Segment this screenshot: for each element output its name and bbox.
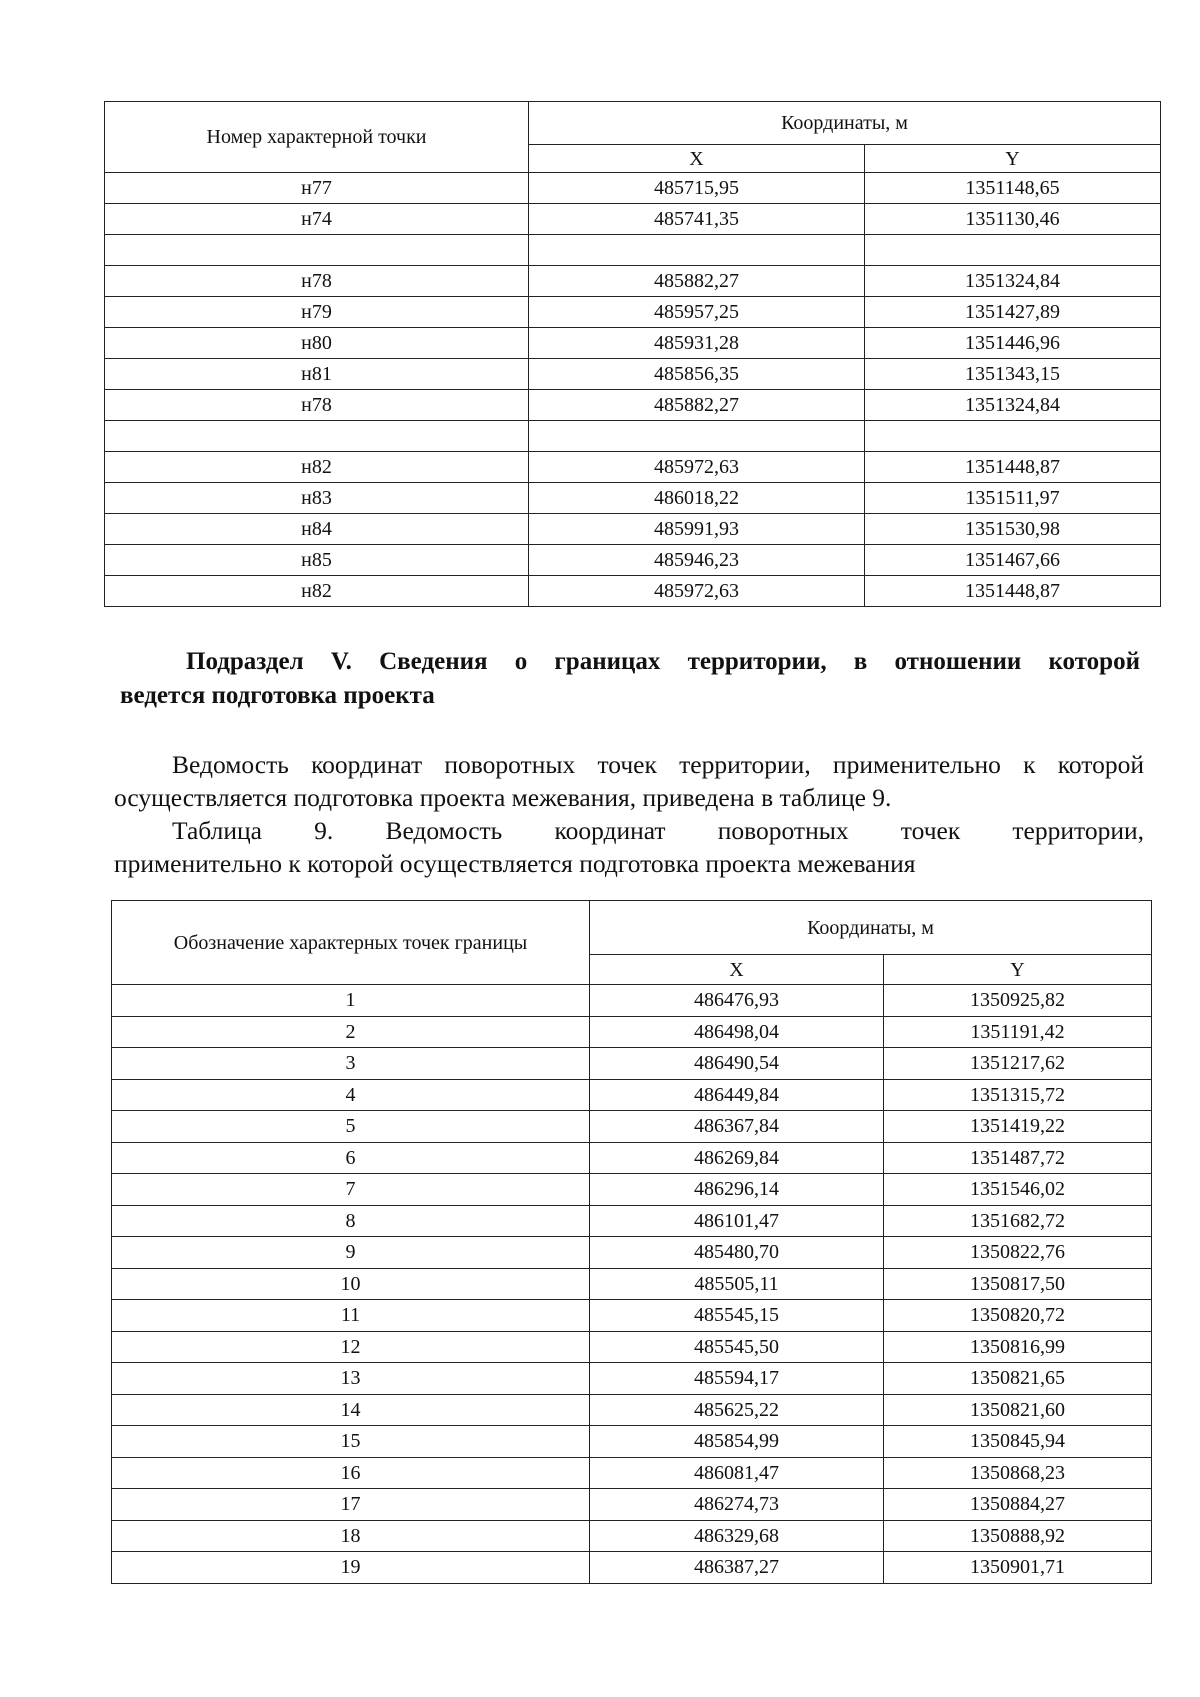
y-cell: 1351343,15 <box>865 359 1161 390</box>
x-cell: 486018,22 <box>529 483 865 514</box>
x-cell: 486367,84 <box>590 1111 884 1143</box>
x-cell: 486476,93 <box>590 985 884 1017</box>
table-row <box>112 1426 1152 1458</box>
y-cell: 1350888,92 <box>884 1520 1152 1552</box>
table-row <box>112 1237 1152 1269</box>
table-row <box>112 1331 1152 1363</box>
x-cell: 486081,47 <box>590 1457 884 1489</box>
y-cell: 1350821,60 <box>884 1394 1152 1426</box>
header-boundary-points: Обозначение характерных точек границы <box>112 901 590 985</box>
point-cell: 18 <box>112 1520 590 1552</box>
x-cell: 485972,63 <box>529 452 865 483</box>
section-heading-line2: ведется подготовка проекта <box>120 682 435 709</box>
table-row <box>112 1457 1152 1489</box>
caption-line: Таблица 9. Ведомость координат поворотных точек территории, <box>172 816 1144 845</box>
header-coordinates: Координаты, м <box>590 901 1152 955</box>
y-cell: 1351530,98 <box>865 514 1161 545</box>
point-cell: н83 <box>105 483 529 514</box>
point-cell: 5 <box>112 1111 590 1143</box>
y-cell: 1350816,99 <box>884 1331 1152 1363</box>
table-row <box>112 1111 1152 1143</box>
x-cell <box>529 421 865 452</box>
y-cell: 1350822,76 <box>884 1237 1152 1269</box>
x-cell: 486296,14 <box>590 1174 884 1206</box>
table-row <box>112 1048 1152 1080</box>
table-row <box>112 1300 1152 1332</box>
point-cell: н85 <box>105 545 529 576</box>
table-row <box>105 359 1161 390</box>
x-cell: 485715,95 <box>529 173 865 204</box>
table-row <box>105 235 1161 266</box>
x-cell: 485957,25 <box>529 297 865 328</box>
x-cell: 486449,84 <box>590 1079 884 1111</box>
x-cell: 485882,27 <box>529 390 865 421</box>
table-row <box>105 390 1161 421</box>
y-cell: 1351130,46 <box>865 204 1161 235</box>
x-cell: 486498,04 <box>590 1016 884 1048</box>
table-row <box>105 545 1161 576</box>
table-row <box>112 985 1152 1017</box>
point-cell <box>105 235 529 266</box>
point-cell: н80 <box>105 328 529 359</box>
point-cell: 11 <box>112 1300 590 1332</box>
y-cell: 1351324,84 <box>865 266 1161 297</box>
header-coordinates: Координаты, м <box>529 102 1161 145</box>
y-cell: 1350845,94 <box>884 1426 1152 1458</box>
coordinates-table-9 <box>111 900 1152 1584</box>
point-cell: н82 <box>105 576 529 607</box>
x-cell: 485972,63 <box>529 576 865 607</box>
paragraph-line: осуществляется подготовка проекта межевания, приведена в таблице 9. <box>114 783 892 812</box>
table-caption <box>114 814 1144 880</box>
y-cell: 1351448,87 <box>865 576 1161 607</box>
table-row <box>112 1142 1152 1174</box>
x-cell <box>529 235 865 266</box>
table-row <box>112 1174 1152 1206</box>
point-cell: н77 <box>105 173 529 204</box>
table-row <box>105 421 1161 452</box>
paragraph-statement <box>114 748 1144 814</box>
point-cell: 19 <box>112 1552 590 1584</box>
y-cell: 1350925,82 <box>884 985 1152 1017</box>
y-cell: 1351191,42 <box>884 1016 1152 1048</box>
table-row <box>112 1016 1152 1048</box>
x-cell: 485741,35 <box>529 204 865 235</box>
y-cell: 1351448,87 <box>865 452 1161 483</box>
x-cell: 485545,15 <box>590 1300 884 1332</box>
point-cell: н81 <box>105 359 529 390</box>
y-cell: 1351315,72 <box>884 1079 1152 1111</box>
point-cell: 9 <box>112 1237 590 1269</box>
table-row <box>112 1363 1152 1395</box>
x-cell: 486101,47 <box>590 1205 884 1237</box>
y-cell: 1351427,89 <box>865 297 1161 328</box>
table-row <box>105 483 1161 514</box>
x-cell: 485545,50 <box>590 1331 884 1363</box>
y-cell: 1350821,65 <box>884 1363 1152 1395</box>
section-heading-line1: Подраздел V. Сведения о границах территории, в отношении которой <box>186 648 1140 675</box>
point-cell: 13 <box>112 1363 590 1395</box>
y-cell <box>865 421 1161 452</box>
y-cell <box>865 235 1161 266</box>
x-cell: 485625,22 <box>590 1394 884 1426</box>
point-cell: н78 <box>105 390 529 421</box>
point-cell: 8 <box>112 1205 590 1237</box>
point-cell: н78 <box>105 266 529 297</box>
point-cell <box>105 421 529 452</box>
header-y: Y <box>884 955 1152 985</box>
table-row <box>112 1489 1152 1521</box>
point-cell: 14 <box>112 1394 590 1426</box>
point-cell: 1 <box>112 985 590 1017</box>
header-point-number: Номер характерной точки <box>105 102 529 173</box>
y-cell: 1350820,72 <box>884 1300 1152 1332</box>
y-cell: 1351446,96 <box>865 328 1161 359</box>
y-cell: 1351682,72 <box>884 1205 1152 1237</box>
coordinates-table-continued <box>104 101 1161 607</box>
point-cell: 17 <box>112 1489 590 1521</box>
y-cell: 1351419,22 <box>884 1111 1152 1143</box>
x-cell: 486274,73 <box>590 1489 884 1521</box>
x-cell: 486490,54 <box>590 1048 884 1080</box>
table-row <box>105 173 1161 204</box>
table-row <box>112 1205 1152 1237</box>
x-cell: 485931,28 <box>529 328 865 359</box>
header-x: X <box>590 955 884 985</box>
header-x: X <box>529 145 865 173</box>
x-cell: 485854,99 <box>590 1426 884 1458</box>
y-cell: 1350868,23 <box>884 1457 1152 1489</box>
point-cell: 7 <box>112 1174 590 1206</box>
point-cell: 6 <box>112 1142 590 1174</box>
table-row <box>112 1394 1152 1426</box>
table-row <box>112 1268 1152 1300</box>
point-cell: н84 <box>105 514 529 545</box>
point-cell: 2 <box>112 1016 590 1048</box>
x-cell: 486387,27 <box>590 1552 884 1584</box>
x-cell: 485505,11 <box>590 1268 884 1300</box>
table-row <box>105 266 1161 297</box>
y-cell: 1351217,62 <box>884 1048 1152 1080</box>
section-heading <box>120 645 1140 713</box>
table-row <box>112 1552 1152 1584</box>
x-cell: 485594,17 <box>590 1363 884 1395</box>
table-row <box>105 514 1161 545</box>
point-cell: н74 <box>105 204 529 235</box>
y-cell: 1351487,72 <box>884 1142 1152 1174</box>
x-cell: 486329,68 <box>590 1520 884 1552</box>
x-cell: 485946,23 <box>529 545 865 576</box>
point-cell: 3 <box>112 1048 590 1080</box>
point-cell: н79 <box>105 297 529 328</box>
point-cell: 15 <box>112 1426 590 1458</box>
table-row <box>112 1520 1152 1552</box>
y-cell: 1350901,71 <box>884 1552 1152 1584</box>
point-cell: 10 <box>112 1268 590 1300</box>
point-cell: н82 <box>105 452 529 483</box>
header-y: Y <box>865 145 1161 173</box>
point-cell: 16 <box>112 1457 590 1489</box>
caption-line: применительно к которой осуществляется подготовка проекта межевания <box>114 849 916 878</box>
table-row <box>105 576 1161 607</box>
x-cell: 485480,70 <box>590 1237 884 1269</box>
point-cell: 12 <box>112 1331 590 1363</box>
y-cell: 1351148,65 <box>865 173 1161 204</box>
y-cell: 1351511,97 <box>865 483 1161 514</box>
y-cell: 1351324,84 <box>865 390 1161 421</box>
point-cell: 4 <box>112 1079 590 1111</box>
table-row <box>105 328 1161 359</box>
y-cell: 1350817,50 <box>884 1268 1152 1300</box>
y-cell: 1350884,27 <box>884 1489 1152 1521</box>
y-cell: 1351467,66 <box>865 545 1161 576</box>
x-cell: 485991,93 <box>529 514 865 545</box>
table-row <box>105 204 1161 235</box>
table-row <box>105 297 1161 328</box>
table-row <box>105 452 1161 483</box>
table-row <box>112 1079 1152 1111</box>
x-cell: 485856,35 <box>529 359 865 390</box>
paragraph-line: Ведомость координат поворотных точек территории, применительно к которой <box>172 750 1144 779</box>
x-cell: 485882,27 <box>529 266 865 297</box>
x-cell: 486269,84 <box>590 1142 884 1174</box>
y-cell: 1351546,02 <box>884 1174 1152 1206</box>
